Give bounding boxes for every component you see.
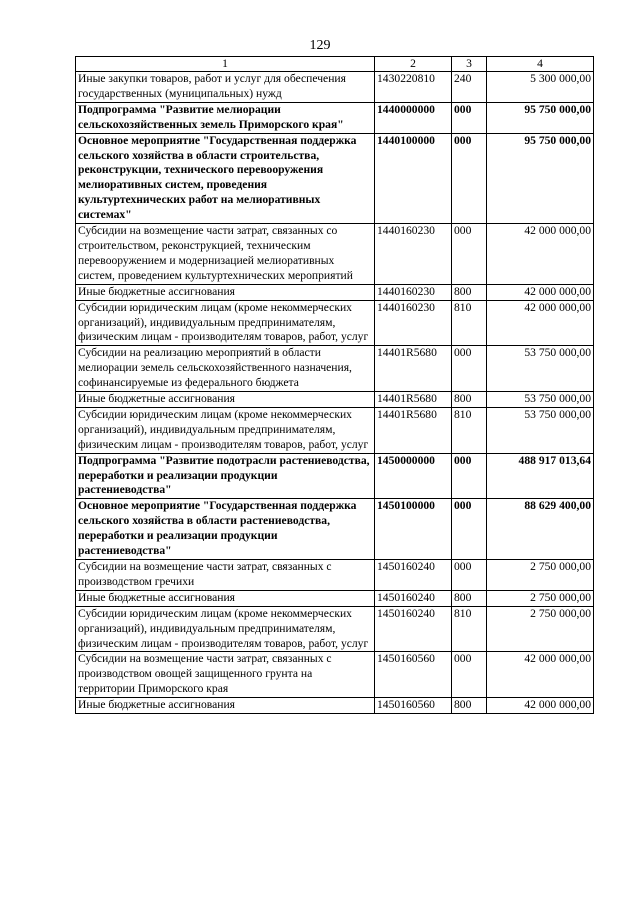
row-amount-cell: 53 750 000,00 [487,346,594,392]
page-number: 129 [309,38,331,53]
row-name-cell: Иные бюджетные ассигнования [76,698,375,714]
row-name-cell: Иные бюджетные ассигнования [76,284,375,300]
row-type-cell: 000 [452,560,487,591]
row-amount-cell: 488 917 013,64 [487,453,594,499]
row-name-cell: Субсидии на реализацию мероприятий в области мелиорации земель сельскохозяйственного назначения, софинансируемые из федерального бюджета [76,346,375,392]
row-type-cell: 000 [452,499,487,560]
row-code-cell: 14401R5680 [375,392,452,408]
row-amount-cell: 42 000 000,00 [487,300,594,346]
table-body [76,72,594,714]
row-amount-cell: 2 750 000,00 [487,590,594,606]
row-name-cell: Иные закупки товаров, работ и услуг для обеспечения государственных (муниципальных) нужд [76,72,375,103]
row-name-cell: Иные бюджетные ассигнования [76,590,375,606]
row-code-cell: 1450100000 [375,499,452,560]
row-name-cell: Подпрограмма "Развитие подотрасли растениеводства, переработки и реализации продукции растениеводства" [76,453,375,499]
budget-table [75,56,594,714]
row-type-cell: 810 [452,407,487,453]
row-code-cell: 1430220810 [375,72,452,103]
row-name-cell: Иные бюджетные ассигнования [76,392,375,408]
row-name-cell: Субсидии на возмещение части затрат, связанных с производством овощей защищенного грунта на территории Приморского края [76,652,375,698]
row-type-cell: 810 [452,300,487,346]
row-name-cell: Основное мероприятие "Государственная поддержка сельского хозяйства в области строительства, реконструкции, технического перевооружения мелиоративных систем, проведения культуртехнических работ на мелиоративных системах" [76,133,375,223]
row-name-cell: Субсидии на возмещение части затрат, связанных со строительством, реконструкцией, техническим перевооружением и модернизацией мелиоративных систем, проведением культуртехнических мероприятий [76,224,375,285]
row-amount-cell: 53 750 000,00 [487,407,594,453]
row-type-cell: 810 [452,606,487,652]
row-name-cell: Субсидии на возмещение части затрат, связанных с производством гречихи [76,560,375,591]
row-code-cell: 1450160560 [375,652,452,698]
row-name-cell: Основное мероприятие "Государственная поддержка сельского хозяйства в области растениеводства, переработки и реализации продукции растениеводства" [76,499,375,560]
row-name-cell: Субсидии юридическим лицам (кроме некоммерческих организаций), индивидуальным предпринимателям, физическим лицам - производителям товаров, работ, услуг [76,300,375,346]
row-code-cell: 14401R5680 [375,346,452,392]
row-code-cell: 1450160560 [375,698,452,714]
row-amount-cell: 42 000 000,00 [487,224,594,285]
table-row [76,224,594,285]
row-amount-cell: 42 000 000,00 [487,652,594,698]
column-header-amount: 4 [487,57,594,72]
row-amount-cell: 95 750 000,00 [487,133,594,223]
row-code-cell: 1440100000 [375,133,452,223]
row-amount-cell: 2 750 000,00 [487,560,594,591]
row-code-cell: 1440160230 [375,300,452,346]
row-name-cell: Подпрограмма "Развитие мелиорации сельскохозяйственных земель Приморского края" [76,102,375,133]
table-row [76,102,594,133]
row-type-cell: 000 [452,102,487,133]
table-row [76,346,594,392]
row-code-cell: 1450160240 [375,560,452,591]
table-row [76,453,594,499]
table-row [76,698,594,714]
table-row [76,284,594,300]
row-amount-cell: 5 300 000,00 [487,72,594,103]
table-header-row [76,57,594,72]
table-row [76,392,594,408]
row-type-cell: 000 [452,652,487,698]
column-header-type: 3 [452,57,487,72]
table-row [76,300,594,346]
table-row [76,652,594,698]
row-type-cell: 800 [452,590,487,606]
column-header-code: 2 [375,57,452,72]
row-type-cell: 000 [452,453,487,499]
table-row [76,133,594,223]
row-code-cell: 1450000000 [375,453,452,499]
row-type-cell: 800 [452,698,487,714]
column-header-name: 1 [76,57,375,72]
row-type-cell: 000 [452,346,487,392]
row-name-cell: Субсидии юридическим лицам (кроме некоммерческих организаций), индивидуальным предпринимателям, физическим лицам - производителям товаров, работ, услуг [76,407,375,453]
row-amount-cell: 42 000 000,00 [487,284,594,300]
table-row [76,499,594,560]
row-code-cell: 1450160240 [375,590,452,606]
row-amount-cell: 95 750 000,00 [487,102,594,133]
row-type-cell: 000 [452,224,487,285]
row-code-cell: 1440000000 [375,102,452,133]
row-amount-cell: 53 750 000,00 [487,392,594,408]
table-row [76,590,594,606]
row-amount-cell: 42 000 000,00 [487,698,594,714]
row-code-cell: 1450160240 [375,606,452,652]
table-row [76,560,594,591]
table-row [76,72,594,103]
row-amount-cell: 88 629 400,00 [487,499,594,560]
row-type-cell: 000 [452,133,487,223]
row-code-cell: 1440160230 [375,224,452,285]
row-type-cell: 800 [452,392,487,408]
row-code-cell: 14401R5680 [375,407,452,453]
row-name-cell: Субсидии юридическим лицам (кроме некоммерческих организаций), индивидуальным предпринимателям, физическим лицам - производителям товаров, работ, услуг [76,606,375,652]
row-amount-cell: 2 750 000,00 [487,606,594,652]
table-row [76,407,594,453]
row-type-cell: 240 [452,72,487,103]
row-code-cell: 1440160230 [375,284,452,300]
table-row [76,606,594,652]
row-type-cell: 800 [452,284,487,300]
